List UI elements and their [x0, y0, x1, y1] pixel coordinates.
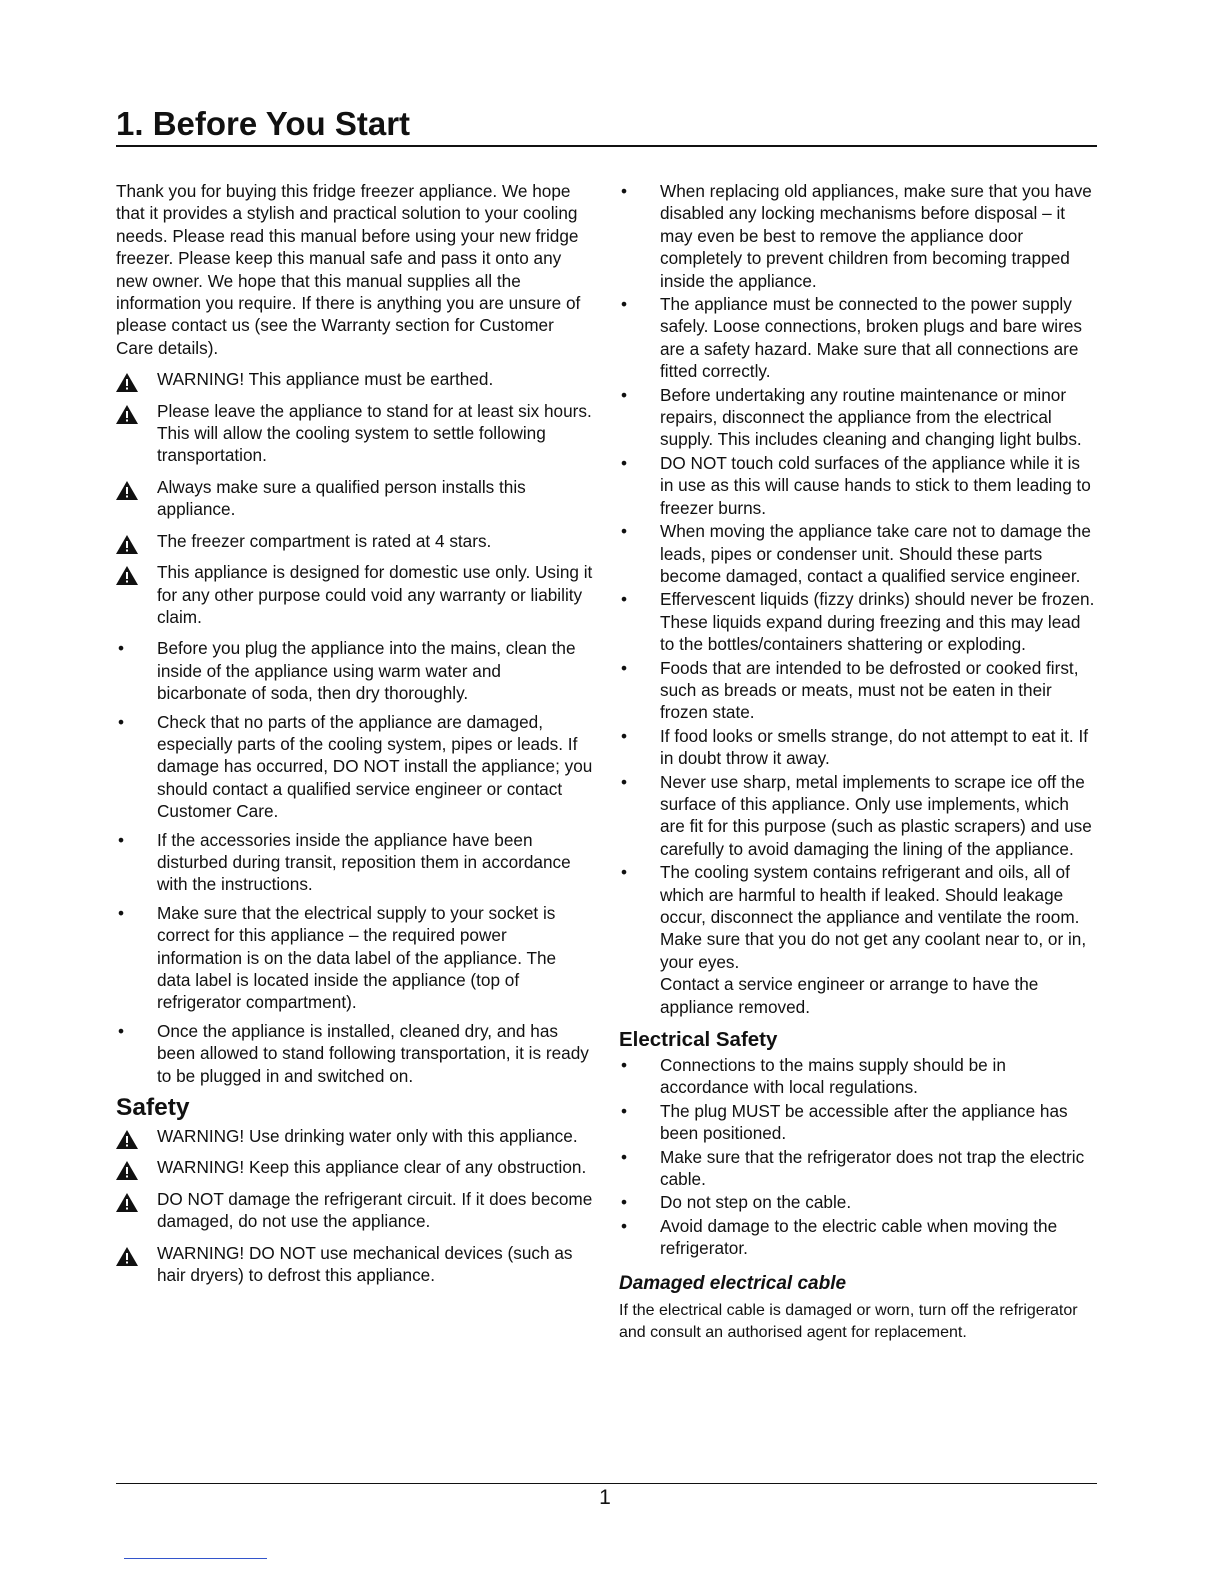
- safety-warning-item: [116, 1188, 594, 1233]
- warning-text: WARNING! Use drinking water only with this appliance.: [157, 1126, 578, 1147]
- warning-triangle-icon: [116, 1247, 138, 1266]
- warning-text: WARNING! Keep this appliance clear of any obstruction.: [157, 1157, 587, 1178]
- damaged-cable-text: If the electrical cable is damaged or worn, turn off the refrigerator and consult an authorised agent for replacement.: [619, 1301, 1078, 1342]
- bullet-item: [619, 452, 1097, 519]
- bullet-marker: •: [620, 862, 628, 883]
- safety-warning-item: [116, 1125, 594, 1147]
- warning-triangle-icon: [116, 405, 138, 424]
- warning-text: WARNING! This appliance must be earthed.: [157, 369, 494, 390]
- bullet-marker: •: [117, 638, 125, 659]
- bullet-text: If food looks or smells strange, do not attempt to eat it. If in doubt throw it away.: [660, 725, 1088, 769]
- bullet-text: When moving the appliance take care not to damage the leads, pipes or condenser unit. Should these parts become damaged, contact a qualified service engineer.: [660, 521, 1091, 586]
- bullet-text: Before you plug the appliance into the mains, clean the inside of the appliance using warm water and bicarbonate of soda, then dry thoroughly.: [157, 638, 576, 704]
- bullet-marker: •: [117, 1020, 125, 1041]
- warning-item: [116, 368, 594, 390]
- warning-text: Always make sure a qualified person installs this appliance.: [157, 476, 526, 520]
- damaged-cable-heading: Damaged electrical cable: [619, 1272, 847, 1294]
- bullet-item: [116, 711, 594, 823]
- warning-text: WARNING! DO NOT use mechanical devices (such as hair dryers) to defrost this appliance.: [157, 1242, 573, 1286]
- bullet-text: The appliance must be connected to the power supply safely. Loose connections, broken plugs and bare wires are a safety hazard. Make sure that all connections are fitted correctly.: [660, 294, 1082, 382]
- bullet-marker: •: [620, 589, 628, 610]
- bullet-text: Once the appliance is installed, cleaned dry, and has been allowed to stand following transportation, it is ready to be plugged in and switched on.: [157, 1020, 589, 1086]
- bullet-text: Do not step on the cable.: [660, 1192, 852, 1213]
- bullet-item: [619, 861, 1097, 1018]
- bullet-text: Never use sharp, metal implements to scrape ice off the surface of this appliance. Only use implements, which are fit for this purpose (such as plastic scrapers) and use carefully to avoid damaging the lining of the appliance.: [660, 771, 1092, 859]
- right-column: [619, 180, 1097, 1345]
- warning-triangle-icon: [116, 373, 138, 392]
- safety-heading: Safety: [116, 1094, 190, 1122]
- warning-text: This appliance is designed for domestic use only. Using it for any other purpose could void any warranty or liability claim.: [157, 562, 593, 627]
- page-number: 1: [599, 1486, 611, 1509]
- warning-text: Please leave the appliance to stand for at least six hours. This will allow the cooling system to settle following transportation.: [157, 400, 592, 466]
- warning-triangle-icon: [116, 1193, 138, 1212]
- warning-triangle-icon: [116, 1130, 138, 1149]
- warning-text: The freezer compartment is rated at 4 stars.: [157, 530, 492, 551]
- bullet-item: [619, 293, 1097, 383]
- bullet-marker: •: [620, 294, 628, 315]
- bullet-item: [619, 180, 1097, 292]
- bullet-text: Avoid damage to the electric cable when moving the refrigerator.: [660, 1215, 1058, 1259]
- electrical-safety-heading: Electrical Safety: [619, 1028, 778, 1052]
- bullet-marker: •: [117, 829, 125, 850]
- electrical-bullet-item: [619, 1191, 1097, 1213]
- bullet-marker: •: [620, 1100, 628, 1121]
- bullet-text: DO NOT touch cold surfaces of the appliance while it is in use as this will cause hands to stick to them leading to freezer burns.: [660, 452, 1091, 518]
- bullet-item: [116, 637, 594, 704]
- bullet-text: When replacing old appliances, make sure that you have disabled any locking mechanisms before disposal – it may even be best to remove the appliance door completely to prevent children from becoming trapped inside the appliance.: [660, 181, 1092, 291]
- warning-text: DO NOT damage the refrigerant circuit. If it does become damaged, do not use the appliance.: [157, 1188, 593, 1232]
- bullet-text: Effervescent liquids (fizzy drinks) should never be frozen. These liquids expand during freezing and this may lead to the bottles/containers shattering or exploding.: [660, 589, 1095, 655]
- bullet-text: Connections to the mains supply should be in accordance with local regulations.: [660, 1055, 1006, 1098]
- warning-item: [116, 400, 594, 467]
- bullet-text: The plug MUST be accessible after the appliance has been positioned.: [660, 1100, 1068, 1144]
- bullet-item: [619, 771, 1097, 861]
- bullet-text: Before undertaking any routine maintenance or minor repairs, disconnect the appliance from the electrical supply. This includes cleaning and changing light bulbs.: [660, 384, 1082, 450]
- bullet-text: Make sure that the refrigerator does not trap the electric cable.: [660, 1146, 1085, 1190]
- intro-paragraph: Thank you for buying this fridge freezer appliance. We hope that it provides a stylish and practical solution to your cooling needs. Please read this manual before using your new fridge freezer. Please keep this manual safe and pass it onto any new owner. We hope that this manual supplies all the information you require. If there is anything you are unsure of please contact us (see the Warranty section for Customer Care details).: [116, 181, 581, 358]
- safety-warning-item: [116, 1156, 594, 1178]
- bullet-marker: •: [620, 384, 628, 405]
- bullet-item: [116, 829, 594, 896]
- bullet-marker: •: [620, 1215, 628, 1236]
- warning-triangle-icon: [116, 566, 138, 585]
- bullet-marker: •: [620, 1192, 628, 1213]
- bullet-marker: •: [620, 771, 628, 792]
- bullet-text: If the accessories inside the appliance have been disturbed during transit, reposition them in accordance with the instructions.: [157, 829, 571, 895]
- bullet-text: The cooling system contains refrigerant and oils, all of which are harmful to health if leaked. Should leakage occur, disconnect the appliance and ventilate the room. Make sure that you do not get any coolant near to, or in, your eyes.: [660, 862, 1087, 972]
- warning-item: [116, 476, 594, 521]
- title-divider: [116, 145, 1097, 147]
- bullet-item: [619, 725, 1097, 770]
- warning-triangle-icon: [116, 1161, 138, 1180]
- bullet-text: Check that no parts of the appliance are damaged, especially parts of the cooling system, pipes or leads. If damage has occurred, DO NOT install the appliance; you should contact a qualified service engineer or contact Customer Care.: [157, 711, 593, 822]
- electrical-bullet-item: [619, 1100, 1097, 1145]
- bullet-marker: •: [620, 657, 628, 678]
- electrical-bullet-item: [619, 1054, 1097, 1099]
- page-title: 1. Before You Start: [116, 105, 411, 142]
- footnote-rule: [124, 1558, 267, 1559]
- cooling-extra-text: Contact a service engineer or arrange to have the appliance removed.: [660, 974, 1039, 1017]
- bullet-marker: •: [117, 902, 125, 923]
- bullet-item: [116, 1020, 594, 1087]
- warning-triangle-icon: [116, 481, 138, 500]
- bullet-marker: •: [620, 725, 628, 746]
- bullet-marker: •: [620, 1055, 628, 1076]
- bullet-item: [619, 588, 1097, 655]
- bullet-marker: •: [620, 521, 628, 542]
- bullet-item: [619, 657, 1097, 724]
- bullet-item: [116, 902, 594, 1014]
- bullet-text: Make sure that the electrical supply to your socket is correct for this appliance – the required power information is on the data label of the appliance. The data label is located inside the appliance (top of refrigerator compartment).: [157, 902, 557, 1013]
- bullet-item: [619, 384, 1097, 451]
- electrical-bullet-item: [619, 1146, 1097, 1191]
- bullet-marker: •: [117, 711, 125, 732]
- bullet-marker: •: [620, 452, 628, 473]
- bullet-text: Foods that are intended to be defrosted or cooked first, such as breads or meats, must not be eaten in their frozen state.: [660, 657, 1079, 723]
- bullet-marker: •: [620, 181, 628, 201]
- footer-divider: [116, 1483, 1097, 1484]
- warning-item: [116, 530, 594, 552]
- warning-item: [116, 561, 594, 628]
- electrical-bullet-item: [619, 1215, 1097, 1260]
- safety-warning-item: [116, 1242, 594, 1287]
- left-column: [116, 180, 594, 1295]
- bullet-marker: •: [620, 1146, 628, 1167]
- bullet-item: [619, 520, 1097, 587]
- warning-triangle-icon: [116, 535, 138, 554]
